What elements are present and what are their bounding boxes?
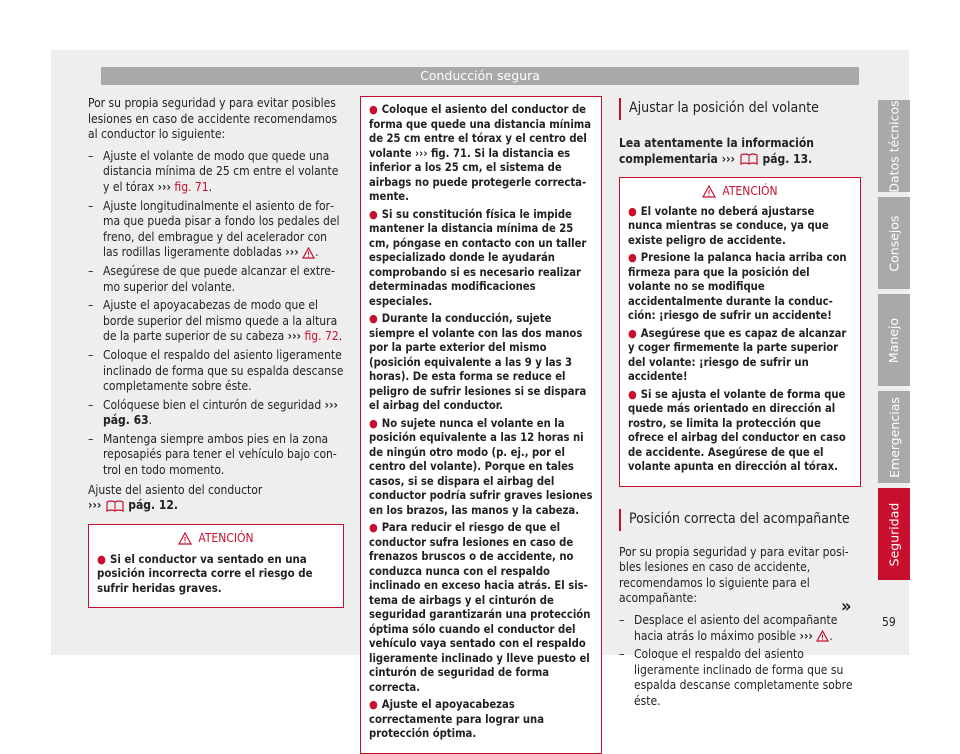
warning-triangle-icon bbox=[302, 247, 315, 259]
warning-item: ● Presione la palanca hacia arriba con firmeza para que la posición del volante no se modifique accidentalmente durante la conducción: ¡riesgo de sufrir un accidente! bbox=[628, 251, 847, 323]
warning-header: ATENCIÓN bbox=[89, 525, 343, 550]
section-title-passenger: Posición correcta del acompañante bbox=[619, 509, 859, 531]
page-header: Conducción segura bbox=[101, 67, 859, 85]
warning-item: ● Asegúrese que es capaz de alcanzar y coger firmemente la parte superior del volante: ¡riesgo de sufrir un accidente! bbox=[628, 326, 847, 384]
warning-box bbox=[88, 524, 344, 608]
list-item: – Ajuste el volante de modo que quede una distancia mínima de 25 cm entre el volante y el tórax ››› fig. 71. bbox=[88, 149, 344, 196]
warning-item: ● Coloque el asiento del conductor de forma que quede una distancia mínima de 25 cm entre el tórax y el centro del volante ››› fig. 71. Si la distancia es inferior a los 25 cm, el sistema de airbags no puede protegerle correctamente. bbox=[369, 103, 592, 203]
list-item: – Ajuste el apoyacabezas de modo que el borde superior del mismo quede a la altura de la parte superior de su cabeza ››› fig. 72. bbox=[88, 298, 344, 345]
list-item: – Colóquese bien el cinturón de seguridad ››› pág. 63. bbox=[88, 398, 344, 429]
warning-box bbox=[619, 177, 861, 487]
adjust-seat-note: Ajuste del asiento del conductor ››› pág. 12. bbox=[88, 482, 263, 513]
column-1 bbox=[88, 96, 344, 608]
book-icon bbox=[739, 152, 759, 166]
figure-link[interactable]: fig. 72 bbox=[304, 329, 339, 344]
tab-datos-tecnicos[interactable]: Datos técnicos bbox=[878, 100, 910, 192]
warning-triangle-icon bbox=[178, 532, 192, 545]
warning-item: ● Si el conductor va sentado en una posición incorrecta corre el riesgo de sufrir heridas graves. bbox=[97, 551, 313, 596]
passenger-list bbox=[619, 613, 859, 710]
section-marker bbox=[619, 509, 621, 531]
list-item: – Mantenga siempre ambos pies en la zona reposapiés para tener el vehículo bajo control en todo momento. bbox=[88, 432, 344, 479]
list-item: – Ajuste longitudinalmente el asiento de forma que pueda pisar a fondo los pedales del freno, del embrague y del acelerador con las rodillas ligeramente dobladas ››› . bbox=[88, 199, 344, 261]
warning-item: ● Ajuste el apoyacabezas correctamente para lograr una protección óptima. bbox=[369, 698, 545, 740]
tab-seguridad[interactable]: Seguridad bbox=[878, 488, 910, 580]
warning-triangle-icon bbox=[702, 185, 716, 198]
page-link[interactable]: pág. 63 bbox=[103, 413, 149, 428]
warning-triangle-icon bbox=[816, 630, 829, 642]
list-item: – Coloque el respaldo del asiento ligeramente inclinado de forma que su espalda descanse completamente sobre éste. bbox=[88, 348, 344, 395]
warning-item: ● El volante no deberá ajustarse nunca mientras se conduce, ya que existe peligro de accidente. bbox=[628, 204, 829, 247]
page-number: 59 bbox=[882, 615, 896, 629]
book-icon bbox=[105, 499, 125, 513]
warning-item: ● Para reducir el riesgo de que el conductor sufra lesiones en caso de frenazos bruscos o de accidente, no conduzca nunca con el respaldo inclinado en exceso hacia atrás. El sistema de airbags y el cinturón de seguridad garantizarán una protección óptima sólo cuando el conductor del vehículo vaya sentado con el respaldo ligeramente inclinado y lleve puesto el cinturón de seguridad de forma correcta. bbox=[369, 521, 591, 694]
warning-header: ATENCIÓN bbox=[620, 178, 860, 203]
column-2 bbox=[360, 96, 600, 754]
page-link[interactable]: pág. 13. bbox=[762, 151, 813, 166]
tab-consejos[interactable]: Consejos bbox=[878, 197, 910, 289]
page-link[interactable]: pág. 12. bbox=[128, 498, 178, 513]
column-3 bbox=[619, 96, 859, 713]
warning-item: ● Durante la conducción, sujete siempre el volante con las dos manos por la parte exterior del mismo (posición equivalente a las 9 y las 3 horas). De esta forma se reduce el peligro de sufrir lesiones si se dispara el airbag del conductor. bbox=[369, 312, 587, 412]
list-item: – Coloque el respaldo del asiento ligeramente inclinado de forma que su espalda descanse completamente sobre éste. bbox=[619, 647, 859, 709]
warning-item: ● No sujete nunca el volante en la posición equivalente a las 12 horas ni de ningún otro modo (p. ej., por el centro del volante). Porque en tales casos, si se dispara el airbag del conductor podría sufrir graves lesiones en los brazos, las manos y la cabeza. bbox=[369, 416, 593, 517]
steering-intro: Lea atentamente la información complementaria ››› pág. 13. bbox=[619, 136, 814, 166]
tab-manejo[interactable]: Manejo bbox=[878, 294, 910, 386]
col1-intro: Por su propia seguridad y para evitar posibles lesiones en caso de accidente recomendamos al conductor lo siguiente: bbox=[88, 96, 338, 142]
warning-item: ● Si su constitución física le impide mantener la distancia mínima de 25 cm, póngase en contacto con un taller especializado donde le ayudarán comprobando si es necesario realizar determinadas modificaciones especiales. bbox=[369, 207, 587, 308]
warning-box-continued bbox=[360, 96, 602, 754]
warning-item: ● Si se ajusta el volante de forma que quede más orientado en dirección al rostro, se limita la protección que ofrece el airbag del conductor en caso de accidente. Asegúrese de que el volante apunta en dirección al tórax. bbox=[628, 387, 846, 474]
tab-emergencias[interactable]: Emergencias bbox=[878, 391, 910, 483]
driver-recommendations-list bbox=[88, 149, 344, 479]
passenger-intro: Por su propia seguridad y para evitar posibles lesiones en caso de accidente, recomendamos lo siguiente para el acompañante: bbox=[619, 544, 849, 606]
list-item: – Asegúrese de que puede alcanzar el extremo superior del volante. bbox=[88, 264, 344, 295]
section-marker bbox=[619, 98, 621, 120]
figure-link[interactable]: fig. 71 bbox=[174, 179, 209, 194]
list-item: – Desplace el asiento del acompañante hacia atrás lo máximo posible ››› . bbox=[619, 613, 859, 644]
continue-marker: » bbox=[841, 596, 852, 617]
section-title-steering: Ajustar la posición del volante bbox=[619, 98, 859, 120]
